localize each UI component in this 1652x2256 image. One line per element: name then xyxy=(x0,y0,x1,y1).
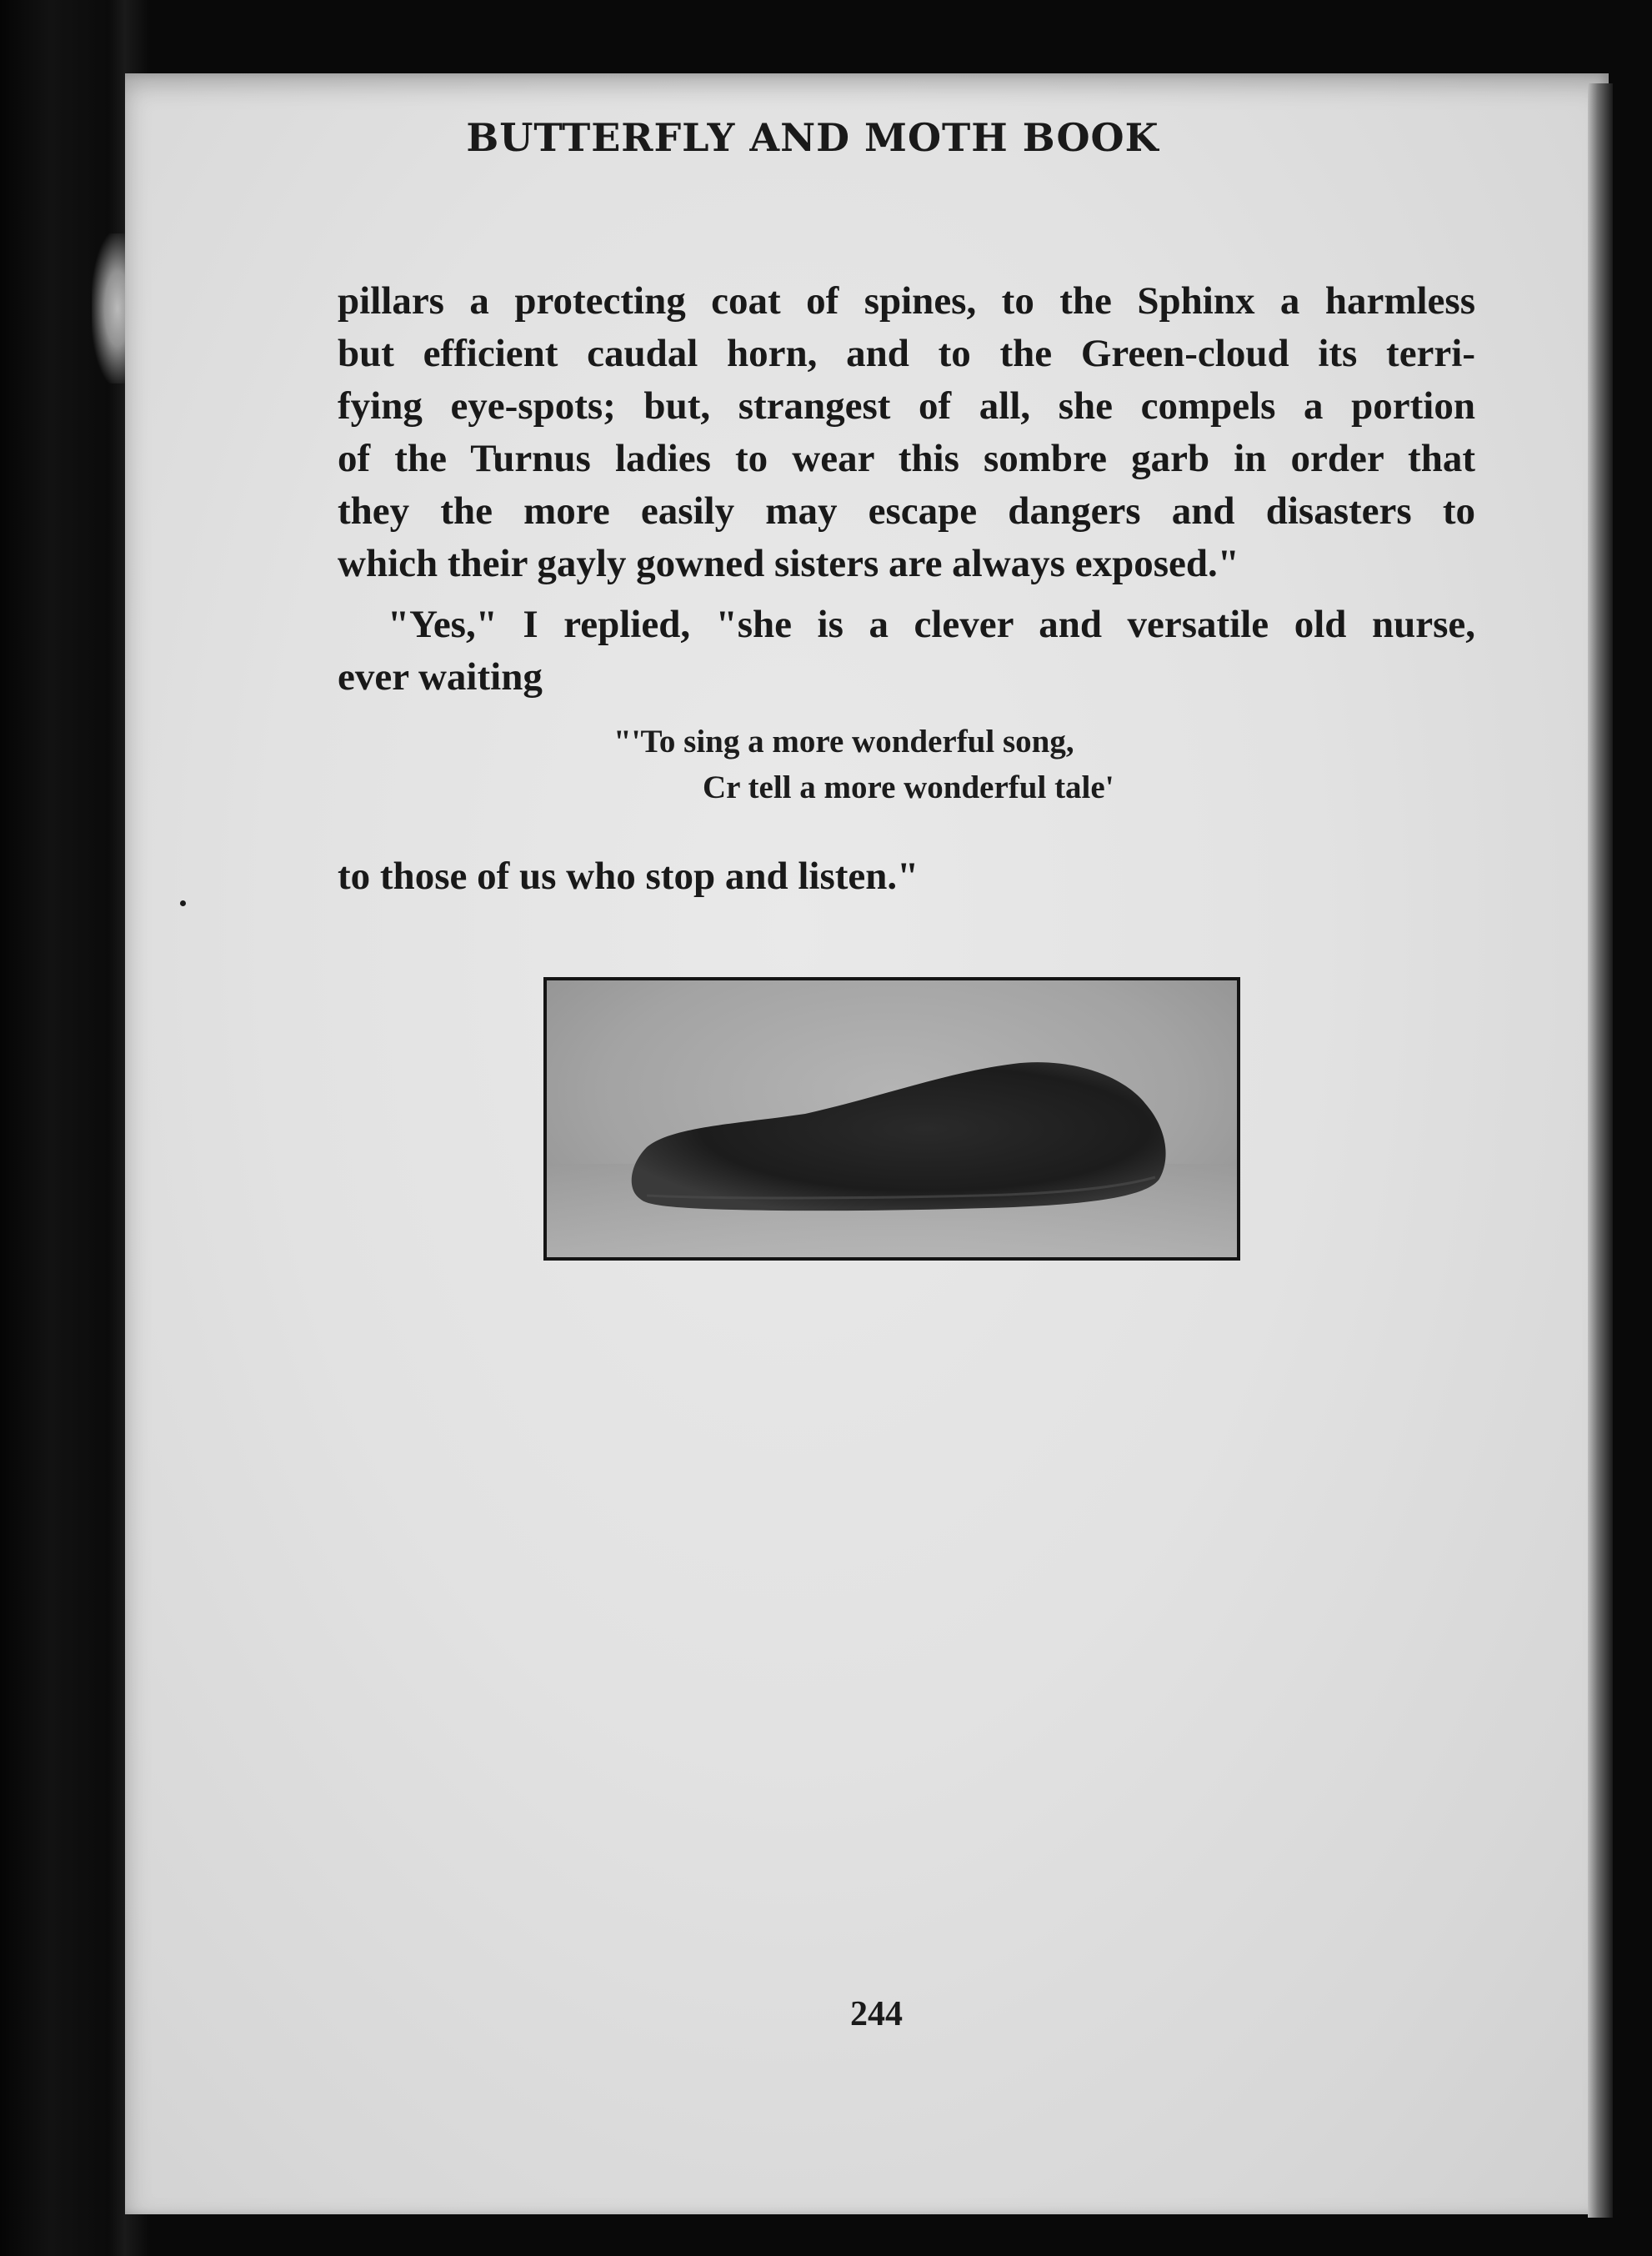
text-line: but efficient caudal horn, and to the Green-cloud its terri- xyxy=(338,332,1475,375)
poem-quote xyxy=(613,719,1114,810)
text-line: pillars a protecting coat of spines, to the Sphinx a harmless xyxy=(338,279,1475,323)
text-line: fying eye-spots; but, strangest of all, she compels a portion xyxy=(338,384,1475,428)
text-line: which their gayly gowned sisters are always exposed." xyxy=(338,542,1239,585)
caterpillar-image xyxy=(547,980,1237,1257)
page-number: 244 xyxy=(850,1995,903,2033)
poem-line: Cr tell a more wonderful tale' xyxy=(703,770,1114,805)
text-line: ever waiting xyxy=(338,655,543,699)
scan-speck xyxy=(180,900,186,906)
paragraph-2 xyxy=(338,599,1475,704)
text-line: they the more easily may escape dangers and disasters to xyxy=(338,489,1475,533)
text-line: to those of us who stop and listen." xyxy=(338,855,919,898)
running-head: BUTTERFLY AND MOTH BOOK xyxy=(466,115,1159,160)
text-line: of the Turnus ladies to wear this sombre garb in order that xyxy=(338,437,1475,480)
paragraph-1 xyxy=(338,275,1475,590)
caterpillar-photo xyxy=(543,977,1240,1261)
poem-line: "'To sing a more wonderful song, xyxy=(613,724,1074,760)
text-line: "Yes," I replied, "she is a clever and versatile old nurse, xyxy=(388,603,1475,646)
closing-paragraph xyxy=(338,850,1475,903)
page-edge-shadow xyxy=(1588,83,1613,2218)
